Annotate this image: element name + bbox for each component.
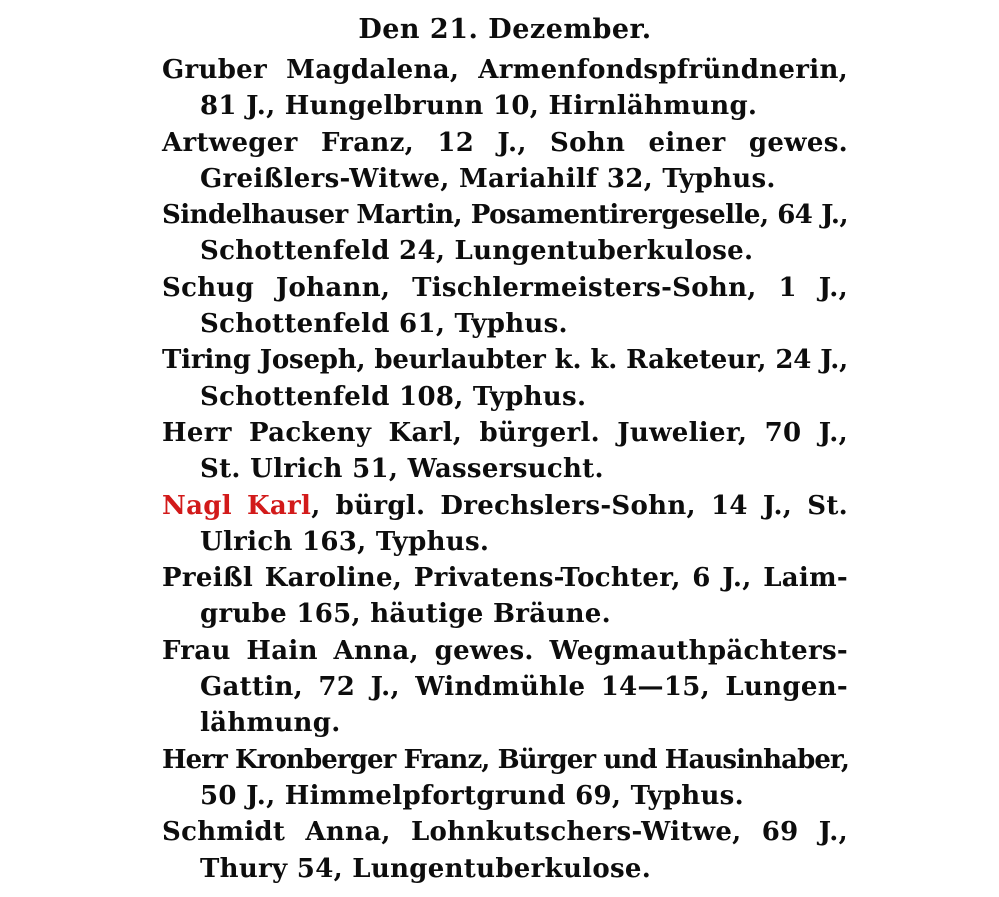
entry-kronberger [162, 742, 848, 815]
entry-line: Gattin, 72 J., Windmühle 14—15, Lungen- [200, 672, 848, 703]
entry-hain [162, 633, 848, 742]
entry-line: Preißl Karoline, Privatens-Tochter, 6 J., Laim- [162, 563, 848, 594]
entry-line: Schottenfeld 108, Typhus. [200, 381, 587, 412]
entry-line: Herr Packeny Karl, bürgerl. Juwelier, 70 J., [162, 417, 848, 448]
entry-line: St. Ulrich 51, Wassersucht. [200, 454, 604, 485]
entry-packeny [162, 415, 848, 488]
entry-line: Schottenfeld 61, Typhus. [200, 309, 568, 340]
entry-line: Sindelhauser Martin, Posamentirergeselle, 64 J., [162, 200, 848, 231]
entry-line: Tiring Joseph, beurlaubter k. k. Raketeur, 24 J., [162, 345, 848, 376]
entry-line: Greißlers-Witwe, Mariahilf 32, Typhus. [200, 163, 776, 194]
entry-line: Artweger Franz, 12 J., Sohn einer gewes. [162, 127, 848, 158]
entry-schmidt [162, 814, 848, 887]
entry-line: Gruber Magdalena, Armenfondspfründnerin, [162, 55, 848, 85]
date-heading: Den 21. Dezember. [358, 14, 652, 45]
entry-line: lähmung. [200, 708, 341, 739]
entry-line: Frau Hain Anna, gewes. Wegmauthpächters- [162, 635, 848, 666]
entry-line-rest: , bürgl. Drechslers-Sohn, 14 J., St. [311, 490, 848, 521]
entry-sindelhauser [162, 197, 848, 270]
entry-line: Ulrich 163, Typhus. [200, 526, 490, 557]
entry-line: Schmidt Anna, Lohnkutschers-Witwe, 69 J., [162, 817, 848, 848]
entry-line: 81 J., Hungelbrunn 10, Hirnlähmung. [200, 91, 758, 122]
death-register-column [162, 8, 848, 887]
entry-line: 50 J., Himmelpfortgrund 69, Typhus. [200, 780, 744, 811]
entry-artweger [162, 125, 848, 198]
entry-line: grube 165, häutige Bräune. [200, 599, 611, 630]
highlighted-name: Nagl Karl [162, 490, 312, 521]
entry-line: Thury 54, Lungentuberkulose. [200, 853, 652, 884]
entry-preissl [162, 560, 848, 633]
entry-line: Schug Johann, Tischlermeisters-Sohn, 1 J., [162, 272, 848, 303]
entry-line: Schottenfeld 24, Lungentuberkulose. [200, 236, 754, 267]
entry-schug [162, 270, 848, 343]
entry-tiring [162, 342, 848, 415]
entry-line: Herr Kronberger Franz, Bürger und Hausinhaber, [162, 744, 850, 775]
entry-gruber [162, 52, 848, 125]
entry-nagl [162, 488, 848, 561]
entry-line [162, 488, 848, 524]
